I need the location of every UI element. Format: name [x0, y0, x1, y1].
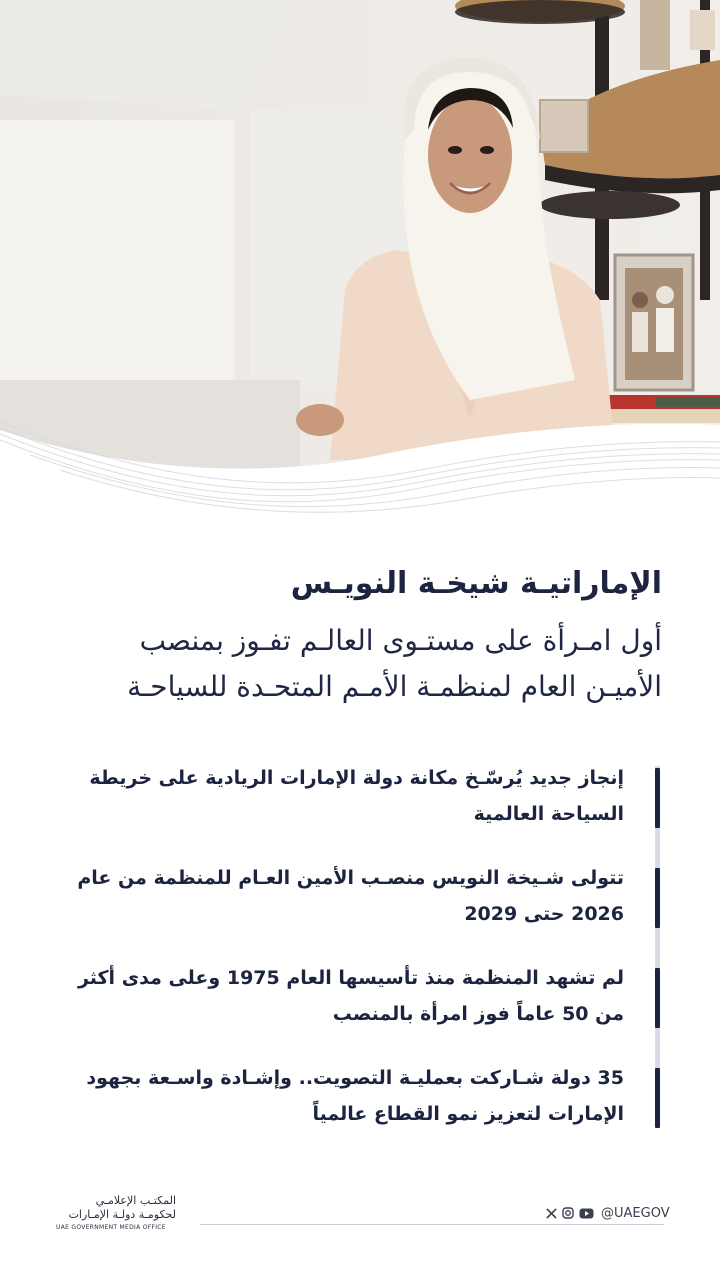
point-marker — [655, 768, 660, 828]
point-marker — [655, 868, 660, 928]
logo-line1: المكتـب الإعلامـي — [95, 1194, 176, 1207]
point-text: لم تشهد المنظمة منذ تأسيسها العام 1975 وعلى مدى أكثر من 50 عاماً فوز امرأة بالمنصب — [77, 967, 624, 1025]
point-text: إنجاز جديد يُرسّـخ مكانة دولة الإمارات الريادية على خريطة السياحة العالمية — [89, 767, 624, 825]
list-item — [60, 760, 660, 832]
list-item — [60, 1060, 660, 1132]
hero-photo — [0, 0, 720, 520]
point-text: تتولى شـيخة النويس منصـب الأمين العـام للمنظمة من عام 2026 حتى 2029 — [77, 867, 624, 925]
media-office-logo — [56, 1194, 176, 1234]
list-item — [60, 860, 660, 932]
logo-line2: لحكومـة دولـة الإمـارات — [68, 1208, 176, 1221]
wave-decoration — [0, 0, 720, 520]
point-marker — [655, 968, 660, 1028]
headline-title: الإماراتيـة شيخـة النويـس — [290, 566, 662, 601]
instagram-icon[interactable] — [562, 1204, 574, 1223]
point-text: 35 دولة شـاركت بعمليـة التصويت.. وإشـادة واسـعة بجهود الإمارات لتعزيز نمو القطاع عالمياً — [86, 1067, 624, 1125]
x-icon[interactable] — [546, 1204, 557, 1223]
list-item — [60, 960, 660, 1032]
social-handle[interactable]: @UAEGOV — [601, 1206, 670, 1221]
headline-subtitle-line2: الأميـن العام لمنظمـة الأمـم المتحـدة للسياحـة — [127, 670, 662, 703]
logo-english: UAE GOVERNMENT MEDIA OFFICE — [56, 1224, 166, 1231]
social-handles — [546, 1204, 670, 1223]
headline-block — [42, 560, 662, 710]
headline-subtitle-line1: أول امـرأة على مستـوى العالـم تفـوز بمنصب — [139, 624, 662, 657]
footer-divider — [200, 1224, 664, 1225]
youtube-icon[interactable] — [579, 1204, 594, 1223]
point-marker — [655, 1068, 660, 1128]
key-points — [60, 760, 660, 1160]
